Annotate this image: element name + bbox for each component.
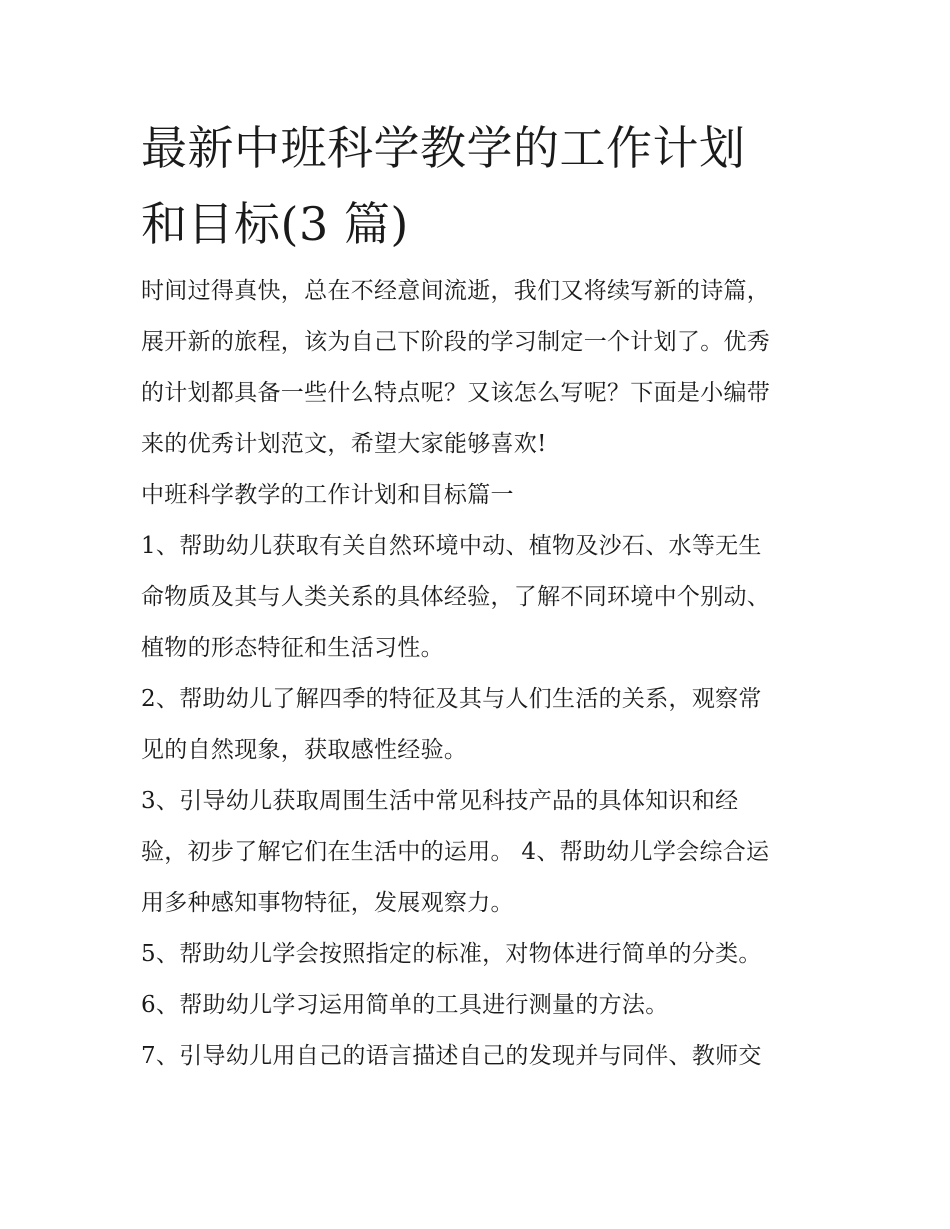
intro-line: 时间过得真快，总在不经意间流逝，我们又将续写新的诗篇， [141,278,771,304]
document-body [141,110,821,1082]
document-title [141,110,821,262]
list-item-2 [141,674,821,776]
list-item-line: 5、帮助幼儿学会按照指定的标准，对物体进行简单的分类。 [141,941,762,967]
intro-line: 展开新的旅程，该为自己下阶段的学习制定一个计划了。优秀 [141,329,771,355]
list-item-1 [141,521,821,674]
list-item-7 [141,1031,821,1082]
list-item-6 [141,980,821,1031]
list-item-line: 1、帮助幼儿获取有关自然环境中动、植物及沙石、水等无生 [141,533,762,559]
intro-line: 的计划都具备一些什么特点呢？又该怎么写呢？下面是小编带 [141,380,771,406]
section-heading [141,470,821,521]
list-item-line: 用多种感知事物特征，发展观察力。 [141,890,514,916]
list-item-line: 6、帮助幼儿学习运用简单的工具进行测量的方法。 [141,992,669,1018]
list-item-line: 命物质及其与人类关系的具体经验，了解不同环境中个别动、 [141,584,771,610]
list-item-line: 见的自然现象，获取感性经验。 [141,737,468,763]
list-item-line: 7、引导幼儿用自己的语言描述自己的发现并与同伴、教师交 [141,1043,762,1069]
list-item-5 [141,929,821,980]
list-item-line: 植物的形态特征和生活习性。 [141,635,444,661]
list-item-line: 3、引导幼儿获取周围生活中常见科技产品的具体知识和经 [141,788,739,814]
list-item-3 [141,776,821,929]
list-item-line: 验，初步了解它们在生活中的运用。 4、帮助幼儿学会综合运 [141,839,770,865]
list-item-line: 2、帮助幼儿了解四季的特征及其与人们生活的关系，观察常 [141,686,762,712]
intro-line: 来的优秀计划范文，希望大家能够喜欢! [141,431,547,457]
section-heading-text: 中班科学教学的工作计划和目标篇一 [141,482,514,508]
title-line-2: 和目标(3 篇) [141,197,409,251]
intro-paragraph [141,266,821,470]
title-line-1: 最新中班科学教学的工作计划 [141,121,746,175]
